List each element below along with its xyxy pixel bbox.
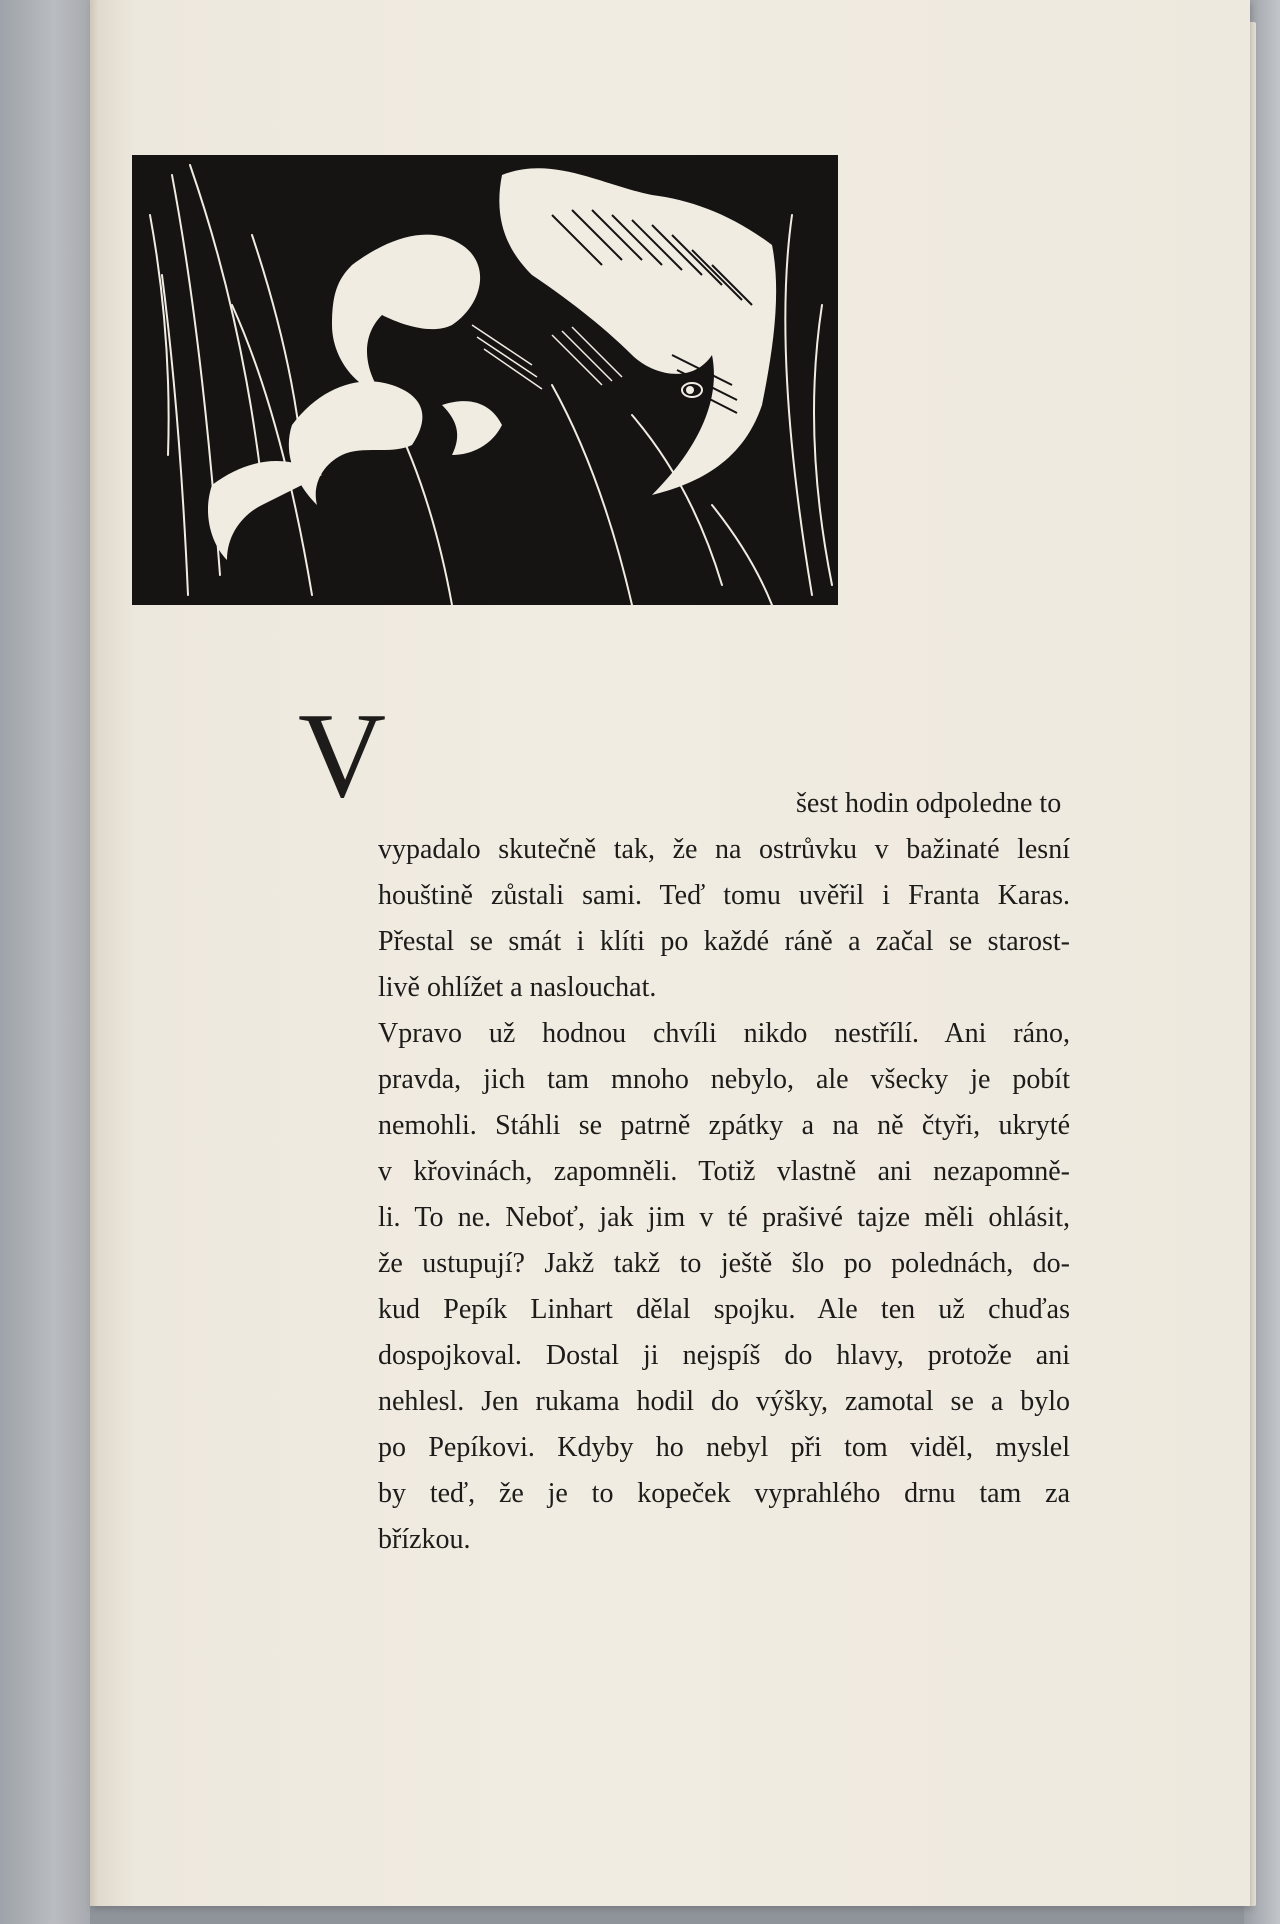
text-line: po Pepíkovi. Kdyby ho nebyl při tom viděl, myslel [378,1432,1070,1463]
text-line: houštině zůstali sami. Teď tomu uvěřil i Franta Karas. [378,880,1070,911]
text-line: li. To ne. Neboť, jak jim v té prašivé tajze měli ohlásit, [378,1202,1070,1233]
text-line: nehlesl. Jen rukama hodil do výšky, zamotal se a bylo [378,1386,1070,1417]
backdrop-left [0,0,90,1924]
woodcut-illustration [132,155,838,605]
text-line: Přestal se smát i klíti po každé ráně a začal se starost- [378,926,1070,957]
text-line: livě ohlížet a naslouchat. [378,972,657,1003]
page-gutter-shadow [90,0,98,1906]
text-line: vypadalo skutečně tak, že na ostrůvku v bažinaté lesní [378,834,1070,865]
text-line: by teď, že je to kopeček vyprahlého drnu tam za [378,1478,1070,1509]
text-line: v křovinách, zapomněli. Totiž vlastně ani nezapomně- [378,1156,1070,1187]
text-line: nemohli. Stáhli se patrně zpátky a na ně čtyři, ukryté [378,1110,1070,1141]
text-line: břízkou. [378,1524,471,1555]
body-text [378,827,1070,1563]
text-line: pravda, jich tam mnoho nebylo, ale všecky je pobít [378,1064,1070,1095]
text-line: Vpravo už hodnou chvíli nikdo nestřílí. Ani ráno, [378,1018,1070,1049]
woodcut-face-icon [132,155,838,605]
text-line: že ustupují? Jakž takž to ještě šlo po polednách, do- [378,1248,1070,1279]
text-line: dospojkoval. Dostal ji nejspíš do hlavy, protože ani [378,1340,1070,1371]
text-line: kud Pepík Linhart dělal spojku. Ale ten už chuďas [378,1294,1070,1325]
drop-cap-letter: V [298,688,387,823]
first-text-line: šest hodin odpoledne to [796,788,1062,819]
